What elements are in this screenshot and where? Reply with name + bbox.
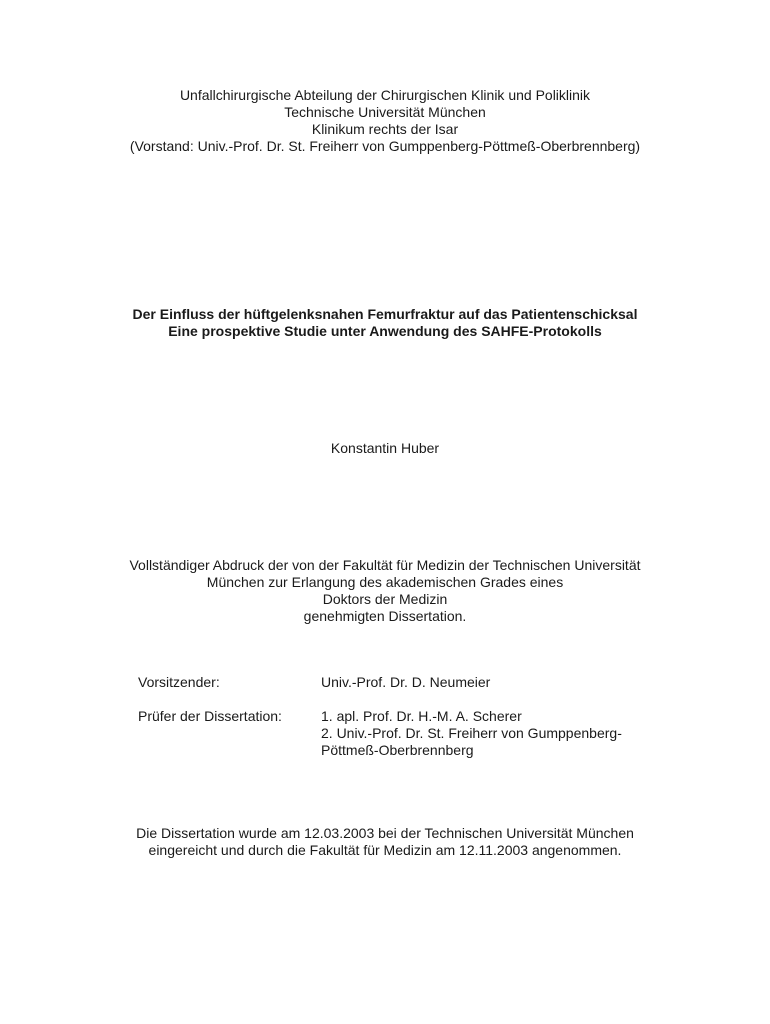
university-line: Technische Universität München	[284, 104, 486, 120]
statement-line: München zur Erlangung des akademischen Grades eines	[206, 574, 564, 590]
title-line: Der Einfluss der hüftgelenksnahen Femurfraktur auf das Patientenschicksal	[132, 306, 638, 322]
chair-row	[138, 674, 738, 691]
author-name	[0, 440, 770, 457]
statement-line: genehmigten Dissertation.	[303, 608, 467, 624]
statement-line: Vollständiger Abdruck der von der Fakultät für Medizin der Technischen Universität	[129, 557, 641, 573]
subtitle-line: Eine prospektive Studie unter Anwendung des SAHFE-Protokolls	[168, 323, 602, 339]
degree-statement	[0, 557, 770, 625]
department-line: Unfallchirurgische Abteilung der Chirurgischen Klinik und Poliklinik	[179, 87, 591, 103]
acceptance-line: eingereicht und durch die Fakultät für Medizin am 12.11.2003 angenommen.	[148, 842, 622, 858]
director-line: (Vorstand: Univ.-Prof. Dr. St. Freiherr von Gumppenberg-Pöttmeß-Oberbrennberg)	[129, 138, 641, 154]
statement-line: Doktors der Medizin	[322, 591, 448, 607]
chair-names	[321, 674, 738, 691]
examiners-row	[138, 708, 738, 759]
author-line: Konstantin Huber	[330, 440, 440, 456]
submission-note	[0, 825, 770, 859]
examiners-role-label: Prüfer der Dissertation:	[138, 708, 282, 724]
clinic-line: Klinikum rechts der Isar	[311, 121, 459, 137]
examiner-names	[321, 708, 738, 759]
chair-name: Univ.-Prof. Dr. D. Neumeier	[321, 674, 491, 690]
dissertation-title	[0, 306, 770, 340]
submission-line: Die Dissertation wurde am 12.03.2003 bei der Technischen Universität München	[136, 825, 634, 841]
examiner-1-name: 1. apl. Prof. Dr. H.-M. A. Scherer	[321, 708, 522, 724]
committee-section	[138, 674, 738, 759]
examiner-2-name-continued: Pöttmeß-Oberbrennberg	[321, 742, 474, 758]
chair-role-label: Vorsitzender:	[138, 674, 220, 690]
examiner-2-name: 2. Univ.-Prof. Dr. St. Freiherr von Gumppenberg-	[321, 725, 622, 741]
institution-header	[0, 87, 770, 155]
